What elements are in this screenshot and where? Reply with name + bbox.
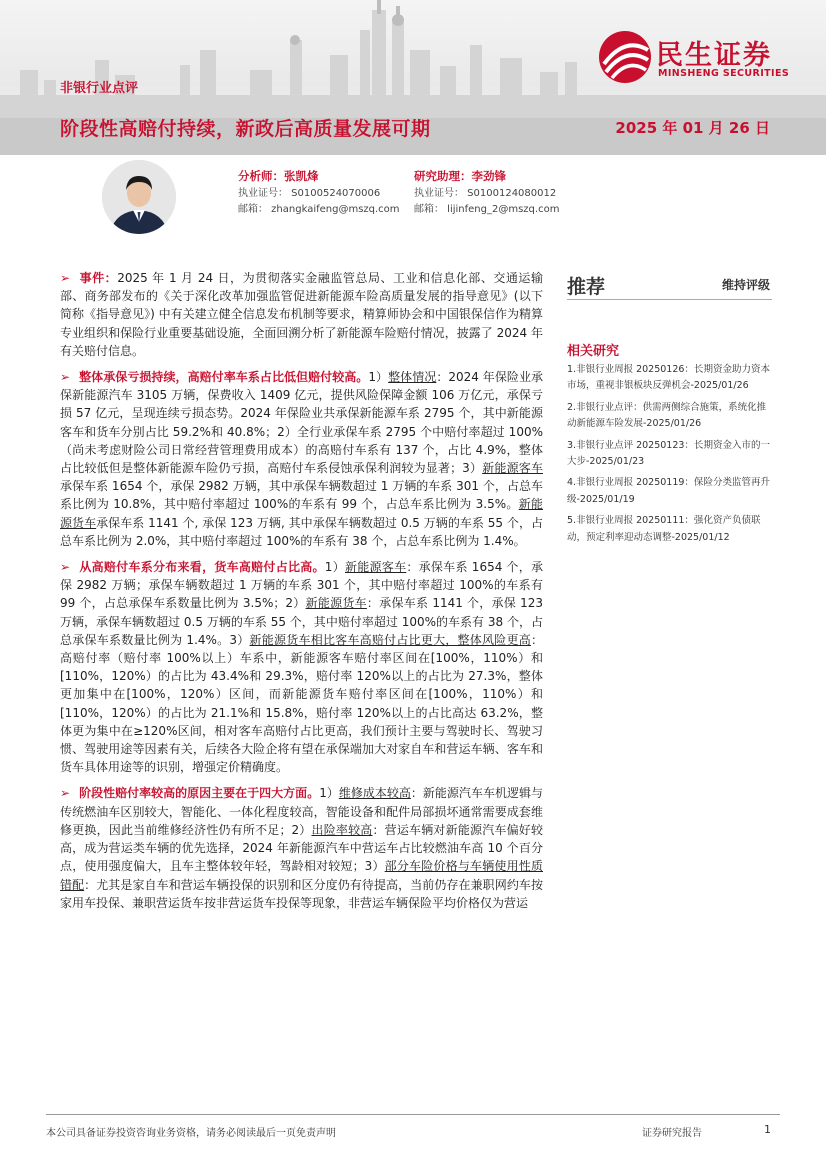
footer-report-type: 证券研究报告	[642, 1128, 702, 1139]
assistant-name: 李劲锋	[471, 169, 506, 183]
report-body	[60, 269, 543, 920]
paragraph-event: ➢ 事件：2025 年 1 月 24 日，为贯彻落实金融监管总局、工业和信息化部、交通运输部、商务部发布的《关于深化改革加强监管促进新能源车险高质量发展的指导意见》(以下简称《指导意见》) 中有关建立健全信息发布机制等要求，精算师协会和中国银保信作为精算专业组织和保险行业重要基础设施，全面回溯分析了新能源车险赔付情况，披露了 2024 年有关赔付信息。	[60, 271, 543, 358]
analyst-name: 张凯烽	[284, 169, 319, 183]
related-research-item[interactable]: 2.非银行业点评：供需两侧综合施策，系统化推动新能源车险发展-2025/01/26	[567, 401, 767, 430]
person-photo-icon	[102, 160, 176, 234]
assistant-role: 研究助理：	[414, 169, 472, 183]
bullet-arrow-icon: ➢	[60, 560, 71, 575]
analyst-role: 分析师：	[238, 169, 284, 183]
rating-action: 维持评级	[721, 278, 770, 292]
bullet-arrow-icon: ➢	[60, 370, 71, 385]
rating-header	[567, 270, 772, 300]
rating-value: 推荐	[567, 276, 606, 298]
minsheng-logo-mark-icon	[598, 30, 652, 84]
logo-text-cn: 民生证券	[656, 40, 772, 71]
footer-divider	[46, 1114, 780, 1115]
assistant-cert: 执业证号： S0100124080012	[414, 188, 557, 199]
header-banner	[0, 0, 826, 155]
related-research-item[interactable]: 3.非银行业点评 20250123：长期资金入市的一大步-2025/01/23	[567, 439, 770, 468]
report-title: 阶段性高赔付持续，新政后高质量发展可期	[60, 118, 431, 140]
footer-disclaimer: 本公司具备证券投资咨询业务资格，请务必阅读最后一页免责声明	[46, 1128, 336, 1139]
report-date: 2025 年 01 月 26 日	[615, 119, 770, 137]
report-category: 非银行业点评	[60, 81, 139, 96]
related-research-item[interactable]: 5.非银行业周报 20250111：强化资产负债联动，预定利率迎动态调整-2025/01/12	[567, 515, 761, 543]
research-assistant	[414, 168, 559, 218]
bullet-arrow-icon: ➢	[60, 271, 71, 285]
related-research-title: 相关研究	[567, 344, 620, 359]
paragraph-distribution: ➢ 从高赔付车系分布来看，货车高赔付占比高。1）新能源客车：承保车系 1654 个，承保 2982 万辆；承保车辆数超过 1 万辆的车系 301 个，其中赔付率超过 100%的车系有 99 个，占总承保车系数量比例为 3.5%；2）新能源货车：承保车系 1141 个，承保 123 万辆，承保车辆数超过 0.5 万辆的车系 55 个，其中赔付率超过 100%的车系有 38 个，占总承保车系数量比例为 1.4%。3）新能源货车相比客车高赔付占比更大，整体风险更高：高赔付率（赔付率 100%以上）车系中，新能源客车赔付率区间在[100%，110%）和[110%，120%）的占比为 43.4%和 29.3%，赔付率 120%以上的占比为 27.3%，整体更加集中在[100%，120%）区间，而新能源货车赔付率区间在[100%，110%）和[110%，120%）的占比为 21.1%和 15.8%，赔付率 120%以上的占比高达 63.2%，整体更为集中在≥120%区间，相对客车高赔付占比更高，我们预计主要与驾驶时长、驾驶习惯、驾驶用途等因素有关，后续各大险企将有望在承保端加大对家自车和营运车辆、客车和货车具体用途等的识别，增强定价精确度。	[60, 560, 543, 775]
analyst-primary	[238, 168, 400, 218]
analyst-avatar	[102, 160, 176, 234]
paragraph-reasons: ➢ 阶段性赔付率较高的原因主要在于四大方面。1）维修成本较高：新能源汽车车机逻辑与传统燃油车区别较大，智能化、一体化程度较高，智能设备和配件局部损坏通常需要成套维修更换，因此当前维修经济性仍有所不足；2）出险率较高：营运车辆对新能源汽车偏好较高，成为营运类车辆的优先选择，2024 年新能源汽车中营运车占比较燃油车高 10 个百分点，使用强度偏大，且车主整体较年轻，驾龄相对较短；3）部分车险价格与车辆使用性质错配：尤其是家自车和营运车辆投保的识别和区分度仍有待提高，当前仍存在兼职网约车按家用车投保、兼职营运货车按非营运货车投保等现象，非营运车辆保险平均价格仅为营运	[60, 786, 543, 910]
related-research-list	[567, 362, 775, 551]
paragraph-underwriting-loss: ➢ 整体承保亏损持续，高赔付率车系占比低但赔付较高。1）整体情况：2024 年保险业承保新能源汽车 3105 万辆，保费收入 1409 亿元，提供风险保障金额 106 万亿元，承保亏损 57 亿元，呈现连续亏损态势。2024 年保险业共承保新能源车系 2795 个，其中新能源客车和货车分别占比 59.2%和 40.8%；2）全行业承保车系 2795 个中赔付率超过 100%（尚未考虑财险公司日常经营管理费用成本）的高赔付车系有 137 个，占比 4.9%，整体占比较低但是整体新能源车险仍亏损，高赔付车系侵蚀承保利润较为显著；3）新能源客车承保车系 1654 个，承保 2982 万辆，其中承保车辆数超过 1 万辆的车系 301 个，占总车系比例为 10.8%，其中赔付率超过 100%的车系有 99 个，占总车系比例为 3.5%。新能源货车承保车系 1141 个, 承保 123 万辆, 其中承保车辆数超过 0.5 万辆的车系 55 个，占总车系比例为 2.0%，其中赔付率超过 100%的车系有 38 个，占总车系比例为 1.4%。	[60, 370, 543, 548]
analyst-email[interactable]: 邮箱： zhangkaifeng@mszq.com	[238, 204, 400, 215]
logo-text-en: MINSHENG SECURITIES	[658, 68, 790, 79]
minsheng-logo	[598, 30, 803, 86]
page-number: 1	[764, 1123, 771, 1136]
related-research-item[interactable]: 4.非银行业周报 20250119：保险分类监管再升级-2025/01/19	[567, 477, 770, 505]
analyst-cert: 执业证号： S0100524070006	[238, 188, 381, 199]
related-research-item[interactable]: 1.非银行业周报 20250126：长期资金助力资本市场，重视非银板块反弹机会-2025/01/26	[567, 364, 770, 392]
bullet-arrow-icon: ➢	[60, 786, 71, 801]
assistant-email[interactable]: 邮箱： lijinfeng_2@mszq.com	[414, 204, 560, 215]
